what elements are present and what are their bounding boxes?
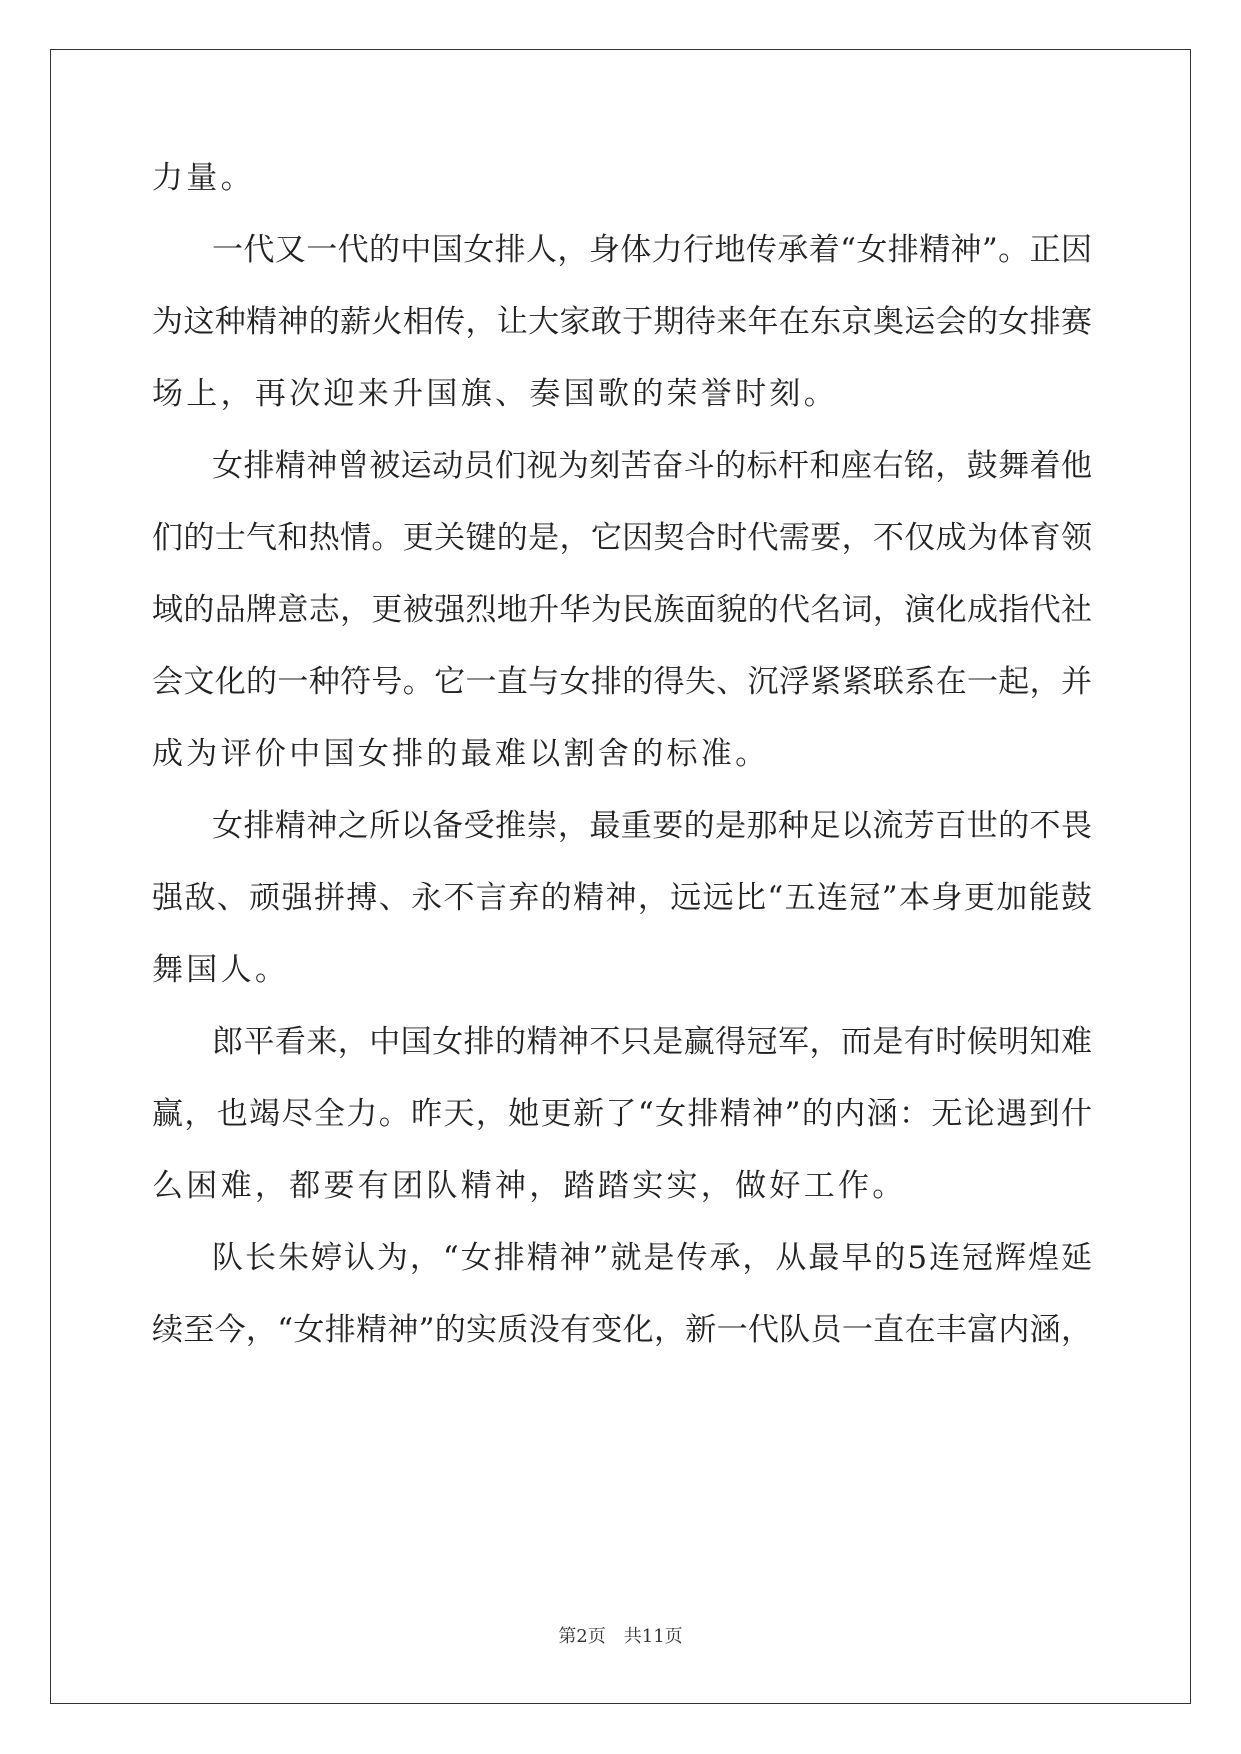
page-border xyxy=(50,49,1191,1704)
paragraph-start-line: 郎平看来，中国女排的精神不只是赢得冠军，而是有时候明知难 xyxy=(212,1024,1092,1060)
text-line: 舞国人。 xyxy=(152,952,290,988)
text-line: 成为评价中国女排的最难以割舍的标准。 xyxy=(152,736,770,772)
text-line: 续至今，“女排精神”的实质没有变化，新一代队员一直在丰富内涵， xyxy=(152,1312,1092,1348)
text-line: 会文化的一种符号。它一直与女排的得失、沉浮紧紧联系在一起，并 xyxy=(152,664,1092,700)
text-line: 为这种精神的薪火相传，让大家敢于期待来年在东京奥运会的女排赛 xyxy=(152,304,1092,340)
paragraph-start-line: 队长朱婷认为，“女排精神”就是传承，从最早的5连冠辉煌延 xyxy=(212,1240,1092,1276)
text-line: 域的品牌意志，更被强烈地升华为民族面貌的代名词，演化成指代社 xyxy=(152,592,1092,628)
paragraph-start-line: 女排精神之所以备受推崇，最重要的是那种足以流芳百世的不畏 xyxy=(212,808,1092,844)
text-line: 么困难，都要有团队精神，踏踏实实，做好工作。 xyxy=(152,1168,907,1204)
paragraph-start-line: 一代又一代的中国女排人，身体力行地传承着“女排精神”。正因 xyxy=(212,232,1092,268)
text-line: 力量。 xyxy=(152,160,255,196)
page-number: 第2页 xyxy=(558,1626,606,1647)
page-footer xyxy=(0,1622,1241,1648)
paragraph-start-line: 女排精神曾被运动员们视为刻苦奋斗的标杆和座右铭，鼓舞着他 xyxy=(212,448,1092,484)
page-total: 共11页 xyxy=(623,1626,683,1647)
text-line: 们的士气和热情。更关键的是，它因契合时代需要，不仅成为体育领 xyxy=(152,520,1092,556)
text-line: 场上，再次迎来升国旗、奏国歌的荣誉时刻。 xyxy=(152,376,838,412)
text-line: 强敌、顽强拼搏、永不言弃的精神，远远比“五连冠”本身更加能鼓 xyxy=(152,880,1092,916)
text-line: 赢，也竭尽全力。昨天，她更新了“女排精神”的内涵：无论遇到什 xyxy=(152,1096,1092,1132)
